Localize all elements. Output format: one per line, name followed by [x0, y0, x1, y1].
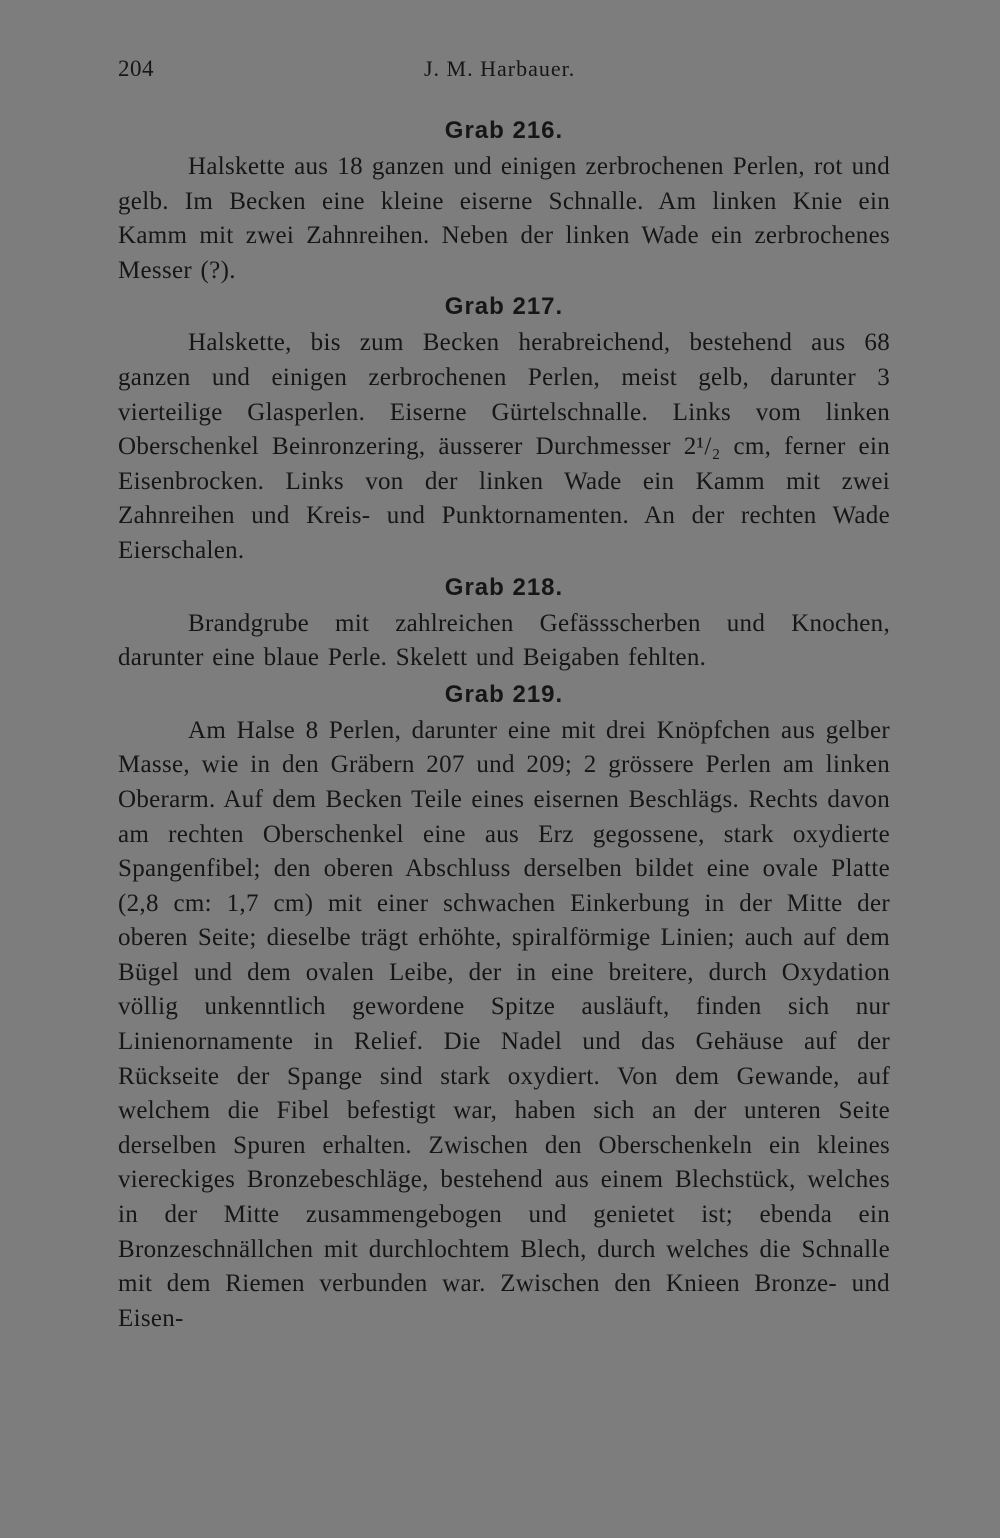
page-number: 204 [118, 56, 154, 81]
running-head: J. M. Harbauer. [424, 56, 576, 81]
section-heading: Grab 217. [444, 293, 564, 321]
grave-217-section [118, 288, 890, 568]
section-paragraph: Halskette, bis zum Becken herabreichend, bestehend aus 68 ganzen und einigen zerbrochenen Perlen, meist gelb, darunter 3 vierteilige Glasperlen. Eiserne Gürtelschnalle. Links vom linken Oberschenkel Beinronzering, äusserer Durchmesser 2¹/₂ cm, ferner ein Eisenbrocken. Links von der linken Wade ein Kamm mit zwei Zahnreihen und Kreis- und Punktornamenten. An der rechten Wade Eierschalen. [118, 329, 890, 564]
grave-216-section [118, 112, 890, 288]
section-paragraph: Brandgrube mit zahlreichen Gefässscherben und Knochen, darunter eine blaue Perle. Skelett und Beigaben fehlten. [118, 609, 890, 672]
grave-218-section [118, 569, 890, 676]
page-body [118, 112, 890, 1336]
section-heading: Grab 218. [444, 573, 564, 601]
section-paragraph: Halskette aus 18 ganzen und einigen zerbrochenen Perlen, rot und gelb. Im Becken eine kleine eiserne Schnalle. Am linken Knie ein Kamm mit zwei Zahnreihen. Neben der linken Wade ein zerbrochenes Messer (?). [118, 153, 890, 284]
page-header [118, 56, 890, 92]
section-heading: Grab 216. [444, 117, 564, 144]
section-paragraph: Am Halse 8 Perlen, darunter eine mit drei Knöpfchen aus gelber Masse, wie in den Gräbern 207 und 209; 2 grössere Perlen am linken Oberarm. Auf dem Becken Teile eines eisernen Beschlägs. Rechts davon am rechten Oberschenkel eine aus Erz gegossene, stark oxydierte Spangenfibel; den oberen Abschluss derselben bildet eine ovale Platte (2,8 cm: 1,7 cm) mit einer schwachen Einkerbung in der Mitte der oberen Seite; dieselbe trägt erhöhte, spiralförmige Linien; auch auf dem Bügel und dem ovalen Leibe, der in eine breitere, durch Oxydation völlig unkenntlich gewordene Spitze ausläuft, finden sich nur Linienornamente in Relief. Die Nadel und das Gehäuse auf der Rückseite der Spange sind stark oxydiert. Von dem Gewande, auf welchem die Fibel befestigt war, haben sich an der unteren Seite derselben Spuren erhalten. Zwischen den Oberschenkeln ein kleines viereckiges Bronzebeschläge, bestehend aus einem Blechstück, welches in der Mitte zusammengebogen und genietet ist; ebenda ein Bronzeschnällchen mit durchlochtem Blech, durch welches die Schnalle mit dem Riemen verbunden war. Zwischen den Knieen Bronze- und Eisen- [118, 716, 890, 1332]
grave-219-section [118, 676, 890, 1337]
section-heading: Grab 219. [444, 680, 564, 708]
